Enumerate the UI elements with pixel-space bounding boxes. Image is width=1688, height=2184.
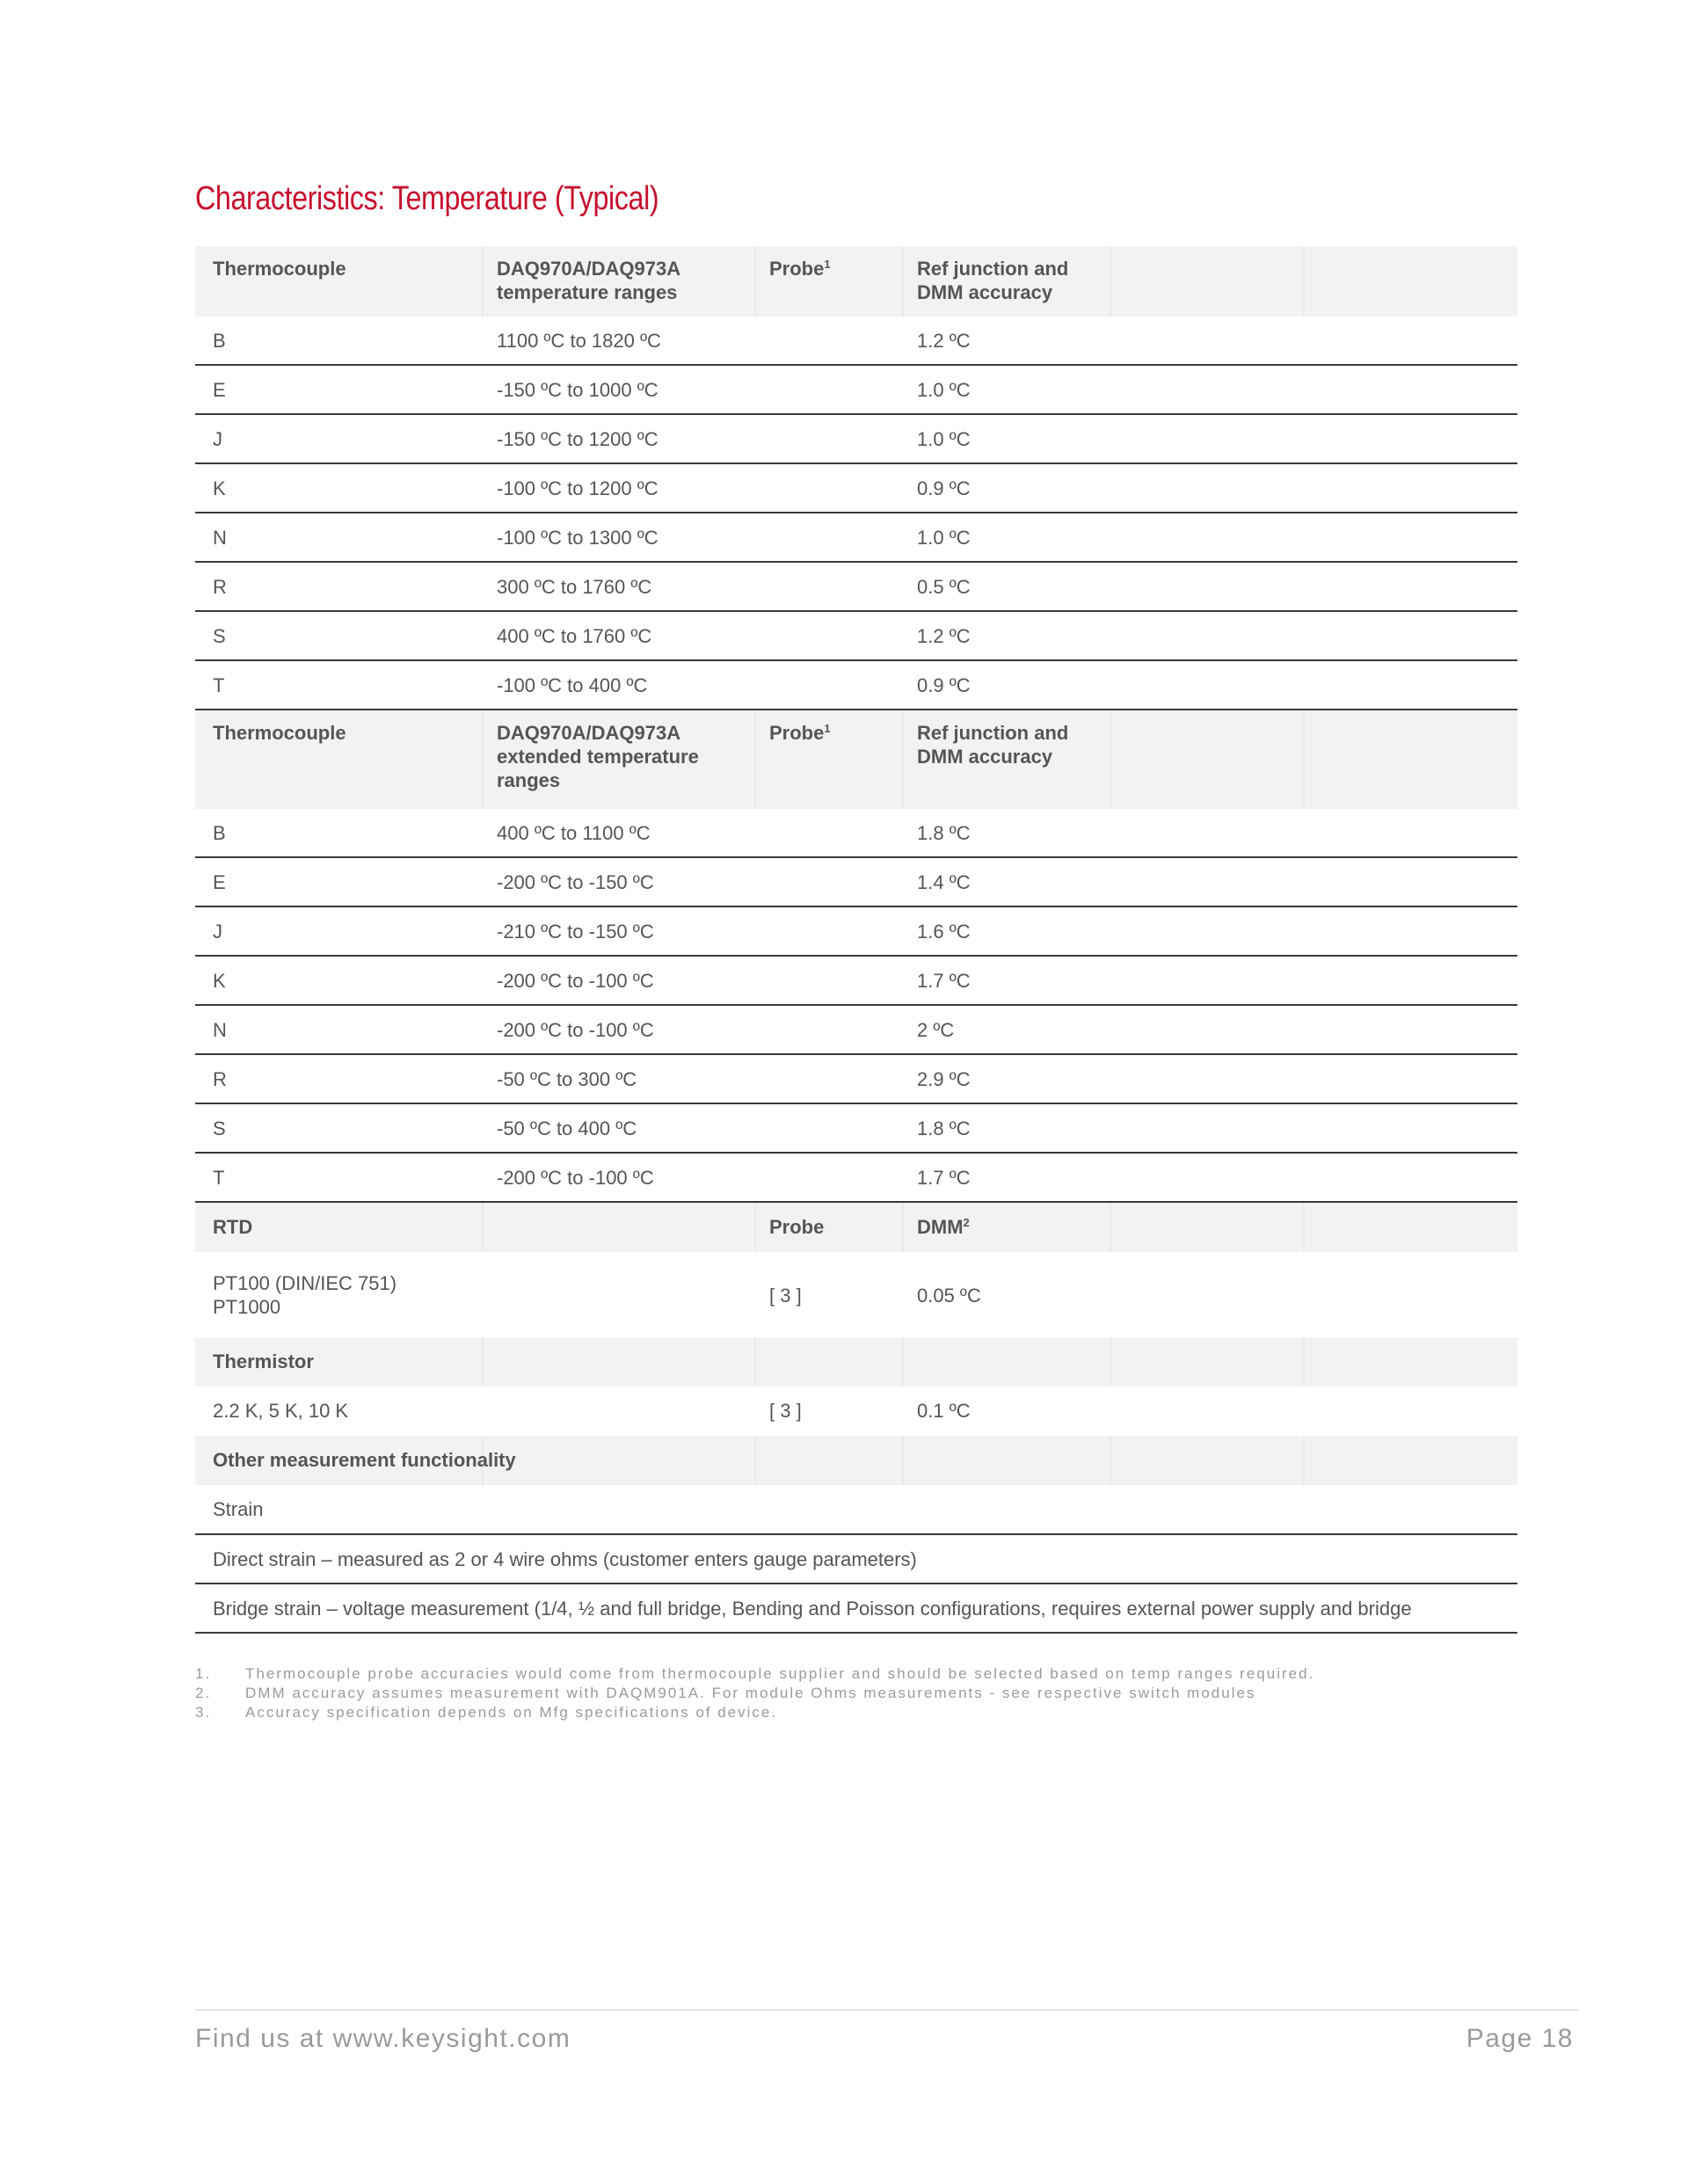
- temperature-range: -100 ºC to 400 ºC: [497, 674, 648, 696]
- thermocouple-type: E: [213, 871, 226, 893]
- header-ext-line2: extended temperature: [497, 746, 699, 768]
- accuracy-value: 1.6 ºC: [917, 921, 971, 943]
- header-accuracy: [917, 257, 1068, 304]
- table-header-thermistor: [195, 1337, 1517, 1387]
- footnote-ref: 1: [824, 258, 831, 271]
- table-row: [195, 1104, 1517, 1154]
- table-header-extended: [195, 710, 1517, 809]
- footer-divider: [195, 2009, 1579, 2011]
- table-row: [195, 907, 1517, 957]
- footnote-number: 1.: [195, 1665, 212, 1682]
- table-row: [195, 1154, 1517, 1203]
- accuracy-value: 2.9 ºC: [917, 1068, 971, 1090]
- rtd-type-line2: PT1000: [213, 1296, 281, 1318]
- other-direct-strain: Direct strain – measured as 2 or 4 wire ohms (customer enters gauge parameters): [213, 1548, 917, 1570]
- rtd-probe: [ 3 ]: [769, 1285, 802, 1307]
- accuracy-value: 2 ºC: [917, 1019, 955, 1041]
- header-thermistor: Thermistor: [213, 1350, 314, 1372]
- table-row: [195, 415, 1517, 464]
- header-extended-range: [497, 721, 699, 792]
- header-thermocouple: Thermocouple: [213, 722, 346, 744]
- header-ext-line1: DAQ970A/DAQ973A: [497, 722, 681, 744]
- table-row: [195, 513, 1517, 563]
- table-row: [195, 661, 1517, 710]
- temperature-range: -150 ºC to 1200 ºC: [497, 428, 658, 450]
- table-row-other: [195, 1535, 1517, 1584]
- temperature-range: -150 ºC to 1000 ºC: [497, 379, 658, 401]
- page-number: Page 18: [1466, 2024, 1574, 2053]
- header-dmm-label: DMM: [917, 1216, 964, 1238]
- footnote: [195, 1664, 1514, 1684]
- thermocouple-type: B: [213, 330, 226, 352]
- table-row: [195, 317, 1517, 366]
- table-row: [195, 858, 1517, 907]
- accuracy-value: 1.2 ºC: [917, 625, 971, 647]
- footnote-text: Thermocouple probe accuracies would come from thermocouple supplier and should be selected based on temp ranges required.: [245, 1665, 1315, 1682]
- table-row-rtd: [195, 1252, 1517, 1337]
- footnote: [195, 1703, 1514, 1722]
- accuracy-value: 0.5 ºC: [917, 576, 971, 598]
- thermistor-probe: [ 3 ]: [769, 1400, 802, 1422]
- rtd-type-line1: PT100 (DIN/IEC 751): [213, 1272, 397, 1294]
- thermistor-type: 2.2 K, 5 K, 10 K: [213, 1400, 349, 1422]
- footnote-number: 2.: [195, 1685, 212, 1701]
- temperature-range: -100 ºC to 1300 ºC: [497, 527, 658, 549]
- temperature-range: -50 ºC to 300 ºC: [497, 1068, 637, 1090]
- thermocouple-type: T: [213, 1167, 225, 1189]
- header-accuracy-line2: DMM accuracy: [917, 746, 1053, 768]
- footnote-ref: 2: [963, 1216, 970, 1229]
- accuracy-value: 1.4 ºC: [917, 871, 971, 893]
- table-header-rtd: [195, 1203, 1517, 1252]
- accuracy-value: 1.7 ºC: [917, 970, 971, 992]
- header-range-line2: temperature ranges: [497, 281, 678, 303]
- temperature-range: -200 ºC to -100 ºC: [497, 970, 654, 992]
- temperature-range: -50 ºC to 400 ºC: [497, 1117, 637, 1139]
- temperature-range: -200 ºC to -100 ºC: [497, 1019, 654, 1041]
- header-probe-label: Probe: [769, 258, 825, 280]
- footnote: [195, 1684, 1514, 1703]
- header-accuracy-line2: DMM accuracy: [917, 281, 1053, 303]
- table-row-thermistor: [195, 1387, 1517, 1436]
- header-accuracy-line1: Ref junction and: [917, 258, 1069, 280]
- thermocouple-type: K: [213, 477, 226, 499]
- accuracy-value: 1.2 ºC: [917, 330, 971, 352]
- rtd-type: [213, 1271, 397, 1319]
- thermocouple-type: T: [213, 674, 225, 696]
- footnote-number: 3.: [195, 1704, 212, 1721]
- accuracy-value: 1.8 ºC: [917, 1117, 971, 1139]
- header-range-line1: DAQ970A/DAQ973A: [497, 258, 681, 280]
- table-header-thermocouple: [195, 246, 1517, 317]
- temperature-range: -100 ºC to 1200 ºC: [497, 477, 658, 499]
- header-probe: [769, 721, 831, 745]
- header-probe: [769, 257, 831, 280]
- header-probe-label: Probe: [769, 722, 825, 744]
- table-row: [195, 464, 1517, 513]
- accuracy-value: 1.0 ºC: [917, 527, 971, 549]
- temperature-range: -200 ºC to -100 ºC: [497, 1167, 654, 1189]
- other-strain: Strain: [213, 1498, 264, 1520]
- other-bridge-strain: Bridge strain – voltage measurement (1/4, ½ and full bridge, Bending and Poisson configurations, requires external power supply and bridge: [213, 1598, 1412, 1620]
- thermistor-accuracy: 0.1 ºC: [917, 1400, 971, 1422]
- thermocouple-type: J: [213, 921, 222, 943]
- thermocouple-type: K: [213, 970, 226, 992]
- temperature-range: -200 ºC to -150 ºC: [497, 871, 654, 893]
- table-row: [195, 366, 1517, 415]
- table-row: [195, 612, 1517, 661]
- thermocouple-rows: [195, 317, 1517, 710]
- table-row: [195, 957, 1517, 1006]
- table-row-other: [195, 1485, 1517, 1535]
- accuracy-value: 1.8 ºC: [917, 822, 971, 844]
- table-row: [195, 563, 1517, 612]
- thermocouple-type: E: [213, 379, 226, 401]
- temperature-range: 1100 ºC to 1820 ºC: [497, 330, 661, 352]
- footer-website[interactable]: Find us at www.keysight.com: [195, 2024, 571, 2053]
- temperature-range: 300 ºC to 1760 ºC: [497, 576, 652, 598]
- thermocouple-type: B: [213, 822, 226, 844]
- thermocouple-type: S: [213, 625, 226, 647]
- accuracy-value: 1.0 ºC: [917, 379, 971, 401]
- header-ext-line3: ranges: [497, 769, 561, 791]
- thermocouple-type: N: [213, 1019, 227, 1041]
- page-title: Characteristics: Temperature (Typical): [195, 180, 659, 217]
- footnote-ref: 1: [824, 722, 831, 735]
- accuracy-value: 1.7 ºC: [917, 1167, 971, 1189]
- header-accuracy: [917, 721, 1068, 768]
- accuracy-value: 0.9 ºC: [917, 674, 971, 696]
- accuracy-value: 1.0 ºC: [917, 428, 971, 450]
- extended-rows: [195, 809, 1517, 1203]
- table-row: [195, 1055, 1517, 1104]
- footnotes: [195, 1664, 1514, 1722]
- table-row: [195, 1006, 1517, 1055]
- header-range: [497, 257, 680, 304]
- thermocouple-type: S: [213, 1117, 226, 1139]
- header-thermocouple: Thermocouple: [213, 258, 346, 280]
- table-header-other: [195, 1436, 1517, 1485]
- header-accuracy-line1: Ref junction and: [917, 722, 1069, 744]
- table-row: [195, 809, 1517, 858]
- temperature-table: [195, 246, 1517, 1634]
- thermocouple-type: J: [213, 428, 222, 450]
- temperature-range: 400 ºC to 1100 ºC: [497, 822, 651, 844]
- header-dmm: [917, 1215, 970, 1239]
- accuracy-value: 0.9 ºC: [917, 477, 971, 499]
- table-row-other: [195, 1584, 1517, 1634]
- temperature-range: -210 ºC to -150 ºC: [497, 921, 654, 943]
- thermocouple-type: N: [213, 527, 227, 549]
- rtd-accuracy: 0.05 ºC: [917, 1285, 981, 1307]
- thermocouple-type: R: [213, 576, 227, 598]
- temperature-range: 400 ºC to 1760 ºC: [497, 625, 652, 647]
- header-other: Other measurement functionality: [213, 1449, 516, 1471]
- header-rtd: RTD: [213, 1216, 253, 1238]
- header-probe: Probe: [769, 1216, 825, 1238]
- footnote-text: Accuracy specification depends on Mfg specifications of device.: [245, 1704, 778, 1721]
- thermocouple-type: R: [213, 1068, 227, 1090]
- footnote-text: DMM accuracy assumes measurement with DAQM901A. For module Ohms measurements - see respective switch modules: [245, 1685, 1256, 1701]
